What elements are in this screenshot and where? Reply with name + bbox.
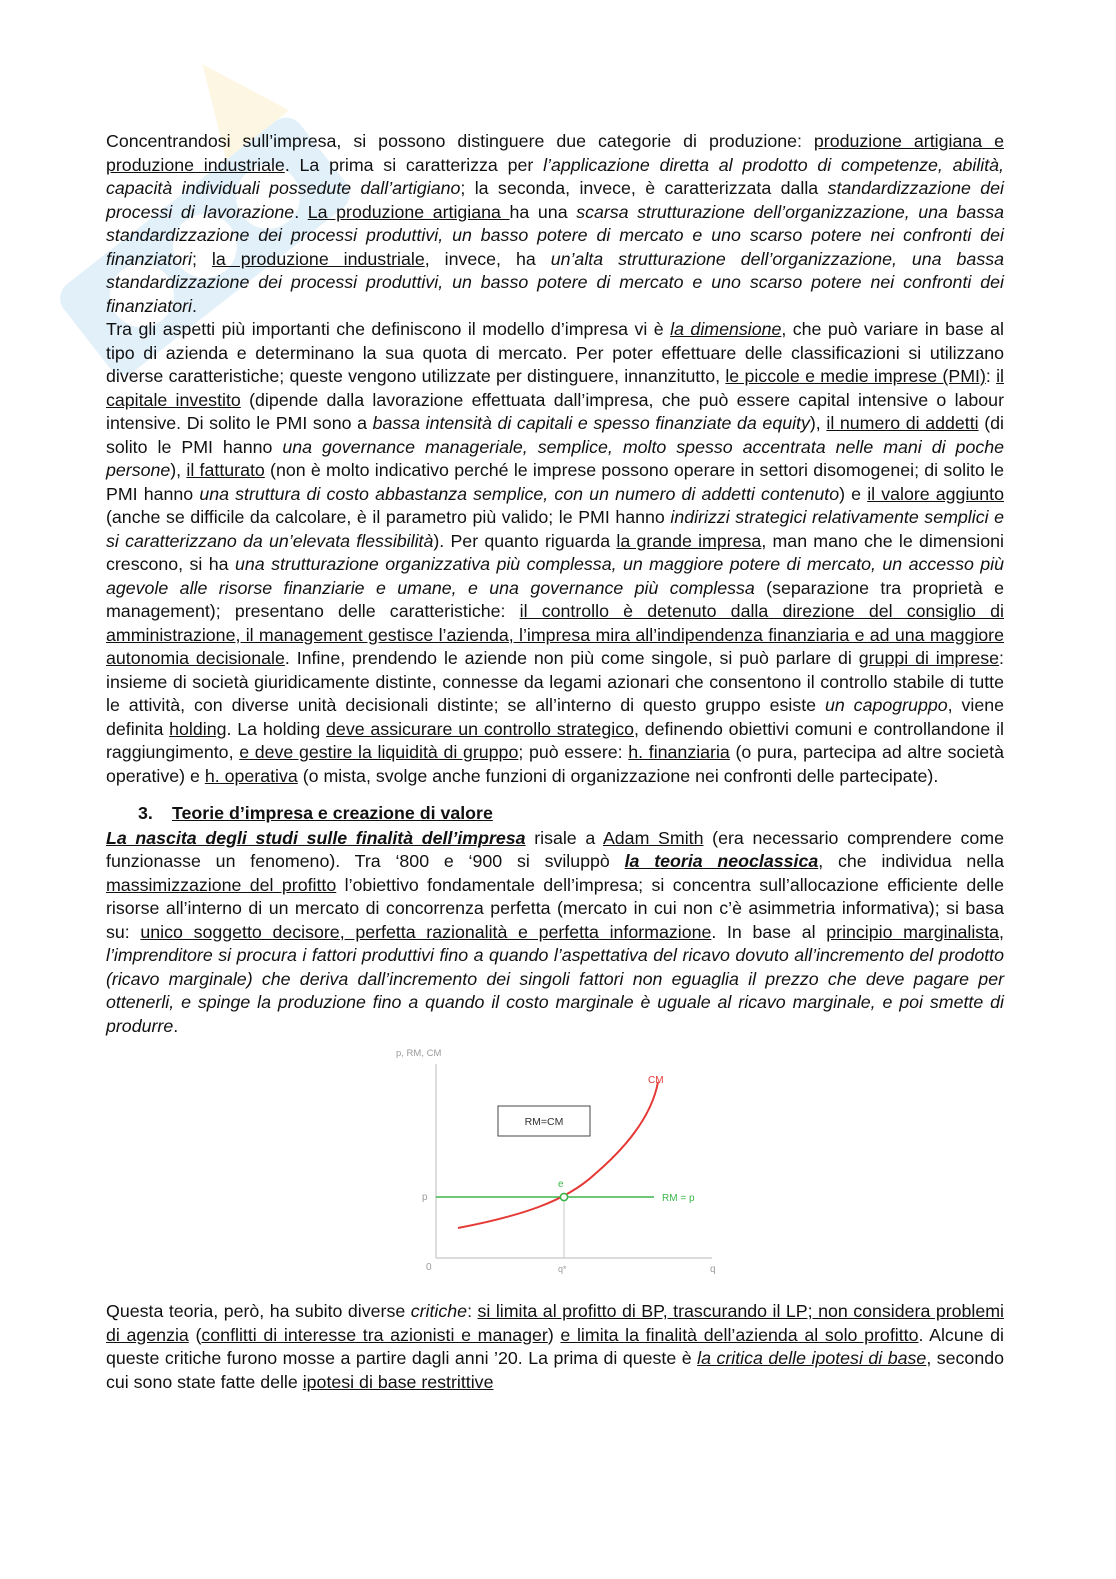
equilibrium-label: e bbox=[558, 1179, 564, 1190]
rm-cm-box-label: RM=CM bbox=[524, 1116, 564, 1128]
rm-series-label: RM = p bbox=[662, 1193, 695, 1204]
x-axis-label: q bbox=[710, 1264, 716, 1275]
paragraph-teoria-neoclassica: La nascita degli studi sulle finalità dell’impresa risale a Adam Smith (era necessario comprendere come funzionasse un fenomeno). Tra ‘800 e ‘900 si sviluppò la teoria neoclassica, che individua nella massimizzazione del profitto l’obiettivo fondamentale dell’impresa; si concentra sull’allocazione efficiente delle risorse all’interno di un mercato di concorrenza perfetta (mercato in cui non c’è asimmetria informativa); si basa su: unico soggetto decisore, perfetta razionalità e perfetta informazione. In base al principio marginalista, l’imprenditore si procura i fattori produttivi fino a quando l’aspettativa del ricavo dovuto all’incremento del prodotto (ricavo marginale) che deriva dall’incremento dei singoli fattori non eguaglia il prezzo che deve pagare per ottenerli, e spinge la produzione fino a quando il costo marginale è uguale al ricavo marginale, e poi smette di produrre. bbox=[106, 827, 1004, 1036]
y-axis-label: p, RM, CM bbox=[396, 1048, 442, 1059]
section-title: Teorie d’impresa e creazione di valore bbox=[172, 803, 493, 823]
y-tick-p: p bbox=[422, 1192, 428, 1203]
paragraph-critiche: Questa teoria, però, ha subito diverse critiche: si limita al profitto di BP, trascurando il LP; non considera problemi di agenzia (conflitti di interesse tra azionisti e manager) e limita la finalità dell’azienda al solo profitto. Alcune di queste critiche furono mosse a partire dagli anni ’20. La prima di queste è la critica delle ipotesi di base, secondo cui sono state fatte delle ipotesi di base restrittive bbox=[106, 1301, 1005, 1392]
x-tick-qstar: q* bbox=[558, 1264, 567, 1274]
section-number: 3. bbox=[138, 803, 153, 823]
equilibrium-point bbox=[560, 1193, 567, 1200]
origin-label: 0 bbox=[426, 1262, 432, 1273]
cm-curve bbox=[458, 1082, 658, 1228]
paragraph-produzione: Concentrandosi sull’impresa, si possono distinguere due categorie di produzione: produzione artigiana e produzione industriale. La prima si caratterizza per l’applicazione diretta al prodotto di competenze, abilità, capacità individuali possedute dall’artigiano; la seconda, invece, è caratterizzata dalla standardizzazione dei processi di lavorazione. La produzione artigiana ha una scarsa strutturazione dell’organizzazione, una bassa standardizzazione dei processi produttivi, un basso potere di mercato e uno scarso potere nei confronti dei finanziatori; la produzione industriale, invece, ha un’alta strutturazione dell’organizzazione, una bassa standardizzazione dei processi produttivi, un basso potere di mercato e uno scarso potere nei confronti dei finanziatori. bbox=[106, 131, 1005, 316]
section-heading bbox=[138, 802, 1004, 826]
cm-series-label: CM bbox=[648, 1075, 664, 1086]
marginal-chart bbox=[106, 1044, 1004, 1290]
paragraph-dimensione: Tra gli aspetti più importanti che definiscono il modello d’impresa vi è la dimensione, che può variare in base al tipo di azienda e determinano la sua quota di mercato. Per poter effettuare delle classificazioni si utilizzano diverse caratteristiche; queste vengono utilizzate per distinguere, innanzitutto, le piccole e medie imprese (PMI): il capitale investito (dipende dalla lavorazione effettuata dall’impresa, che può essere capital intensive o labour intensive. Di solito le PMI sono a bassa intensità di capitali e spesso finanziate da equity), il numero di addetti (di solito le PMI hanno una governance manageriale, semplice, molto spesso accentrata nelle mani di poche persone), il fatturato (non è molto indicativo perché le imprese possono operare in settori disomogenei; di solito le PMI hanno una struttura di costo abbastanza semplice, con un numero di addetti contenuto) e il valore aggiunto (anche se difficile da calcolare, è il parametro più valido; le PMI hanno indirizzi strategici relativamente semplici e si caratterizzano da un’elevata flessibilità). Per quanto riguarda la grande impresa, man mano che le dimensioni crescono, si ha una strutturazione organizzativa più complessa, un maggiore potere di mercato, un accesso più agevole alle risorse finanziarie e umane, e una governance più complessa (separazione tra proprietà e management); presentano delle caratteristiche: il controllo è detenuto dalla direzione del consiglio di amministrazione, il management gestisce l’azienda, l’impresa mira all’indipendenza finanziaria e ad una maggiore autonomia decisionale. Infine, prendendo le aziende non più come singole, si può parlare di gruppi di imprese: insieme di società giuridicamente distinte, connesse da legami azionari che consentono il controllo stabile di tutte le attività, con diverse unità decisionali distinte; se all’interno di questo gruppo esiste un capogruppo, viene definita holding. La holding deve assicurare un controllo strategico, definendo obiettivi comuni e controllandone il raggiungimento, e deve gestire la liquidità di gruppo; può essere: h. finanziaria (o pura, partecipa ad altre società operative) e h. operativa (o mista, svolge anche funzioni di organizzazione nei confronti delle partecipate). bbox=[106, 319, 1005, 786]
document-page bbox=[106, 130, 1004, 1394]
chart-svg bbox=[390, 1044, 730, 1280]
